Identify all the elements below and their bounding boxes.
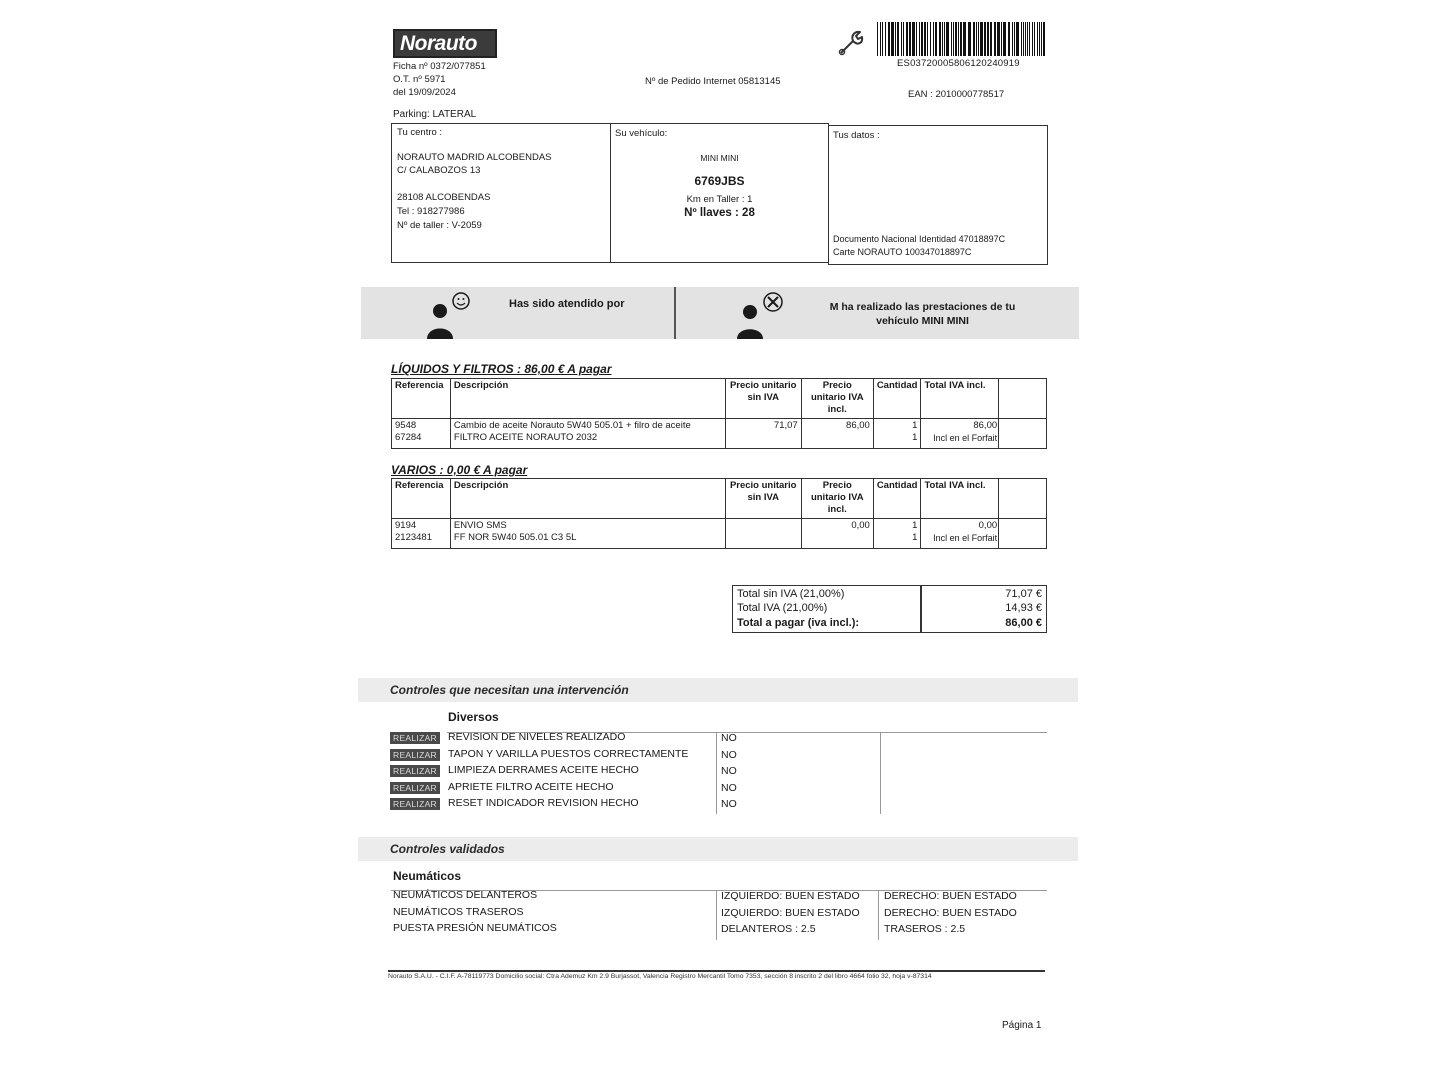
- barcode-bar-40: [997, 22, 1000, 56]
- barcode-bar-20: [935, 22, 937, 56]
- mechanic-text-2: vehículo MINI MINI: [876, 315, 969, 327]
- controles-validados-title: Controles validados: [390, 842, 505, 856]
- total-iva-label: Total IVA (21,00%): [737, 602, 828, 614]
- barcode-bar-34: [978, 22, 979, 56]
- order-date: del 19/09/2024: [393, 87, 456, 98]
- ot-number: O.T. nº 5971: [393, 74, 446, 85]
- barcode-bar-15: [921, 22, 923, 56]
- realizar-badge: REALIZAR: [390, 732, 440, 744]
- col-desc: Descripción: [450, 379, 725, 419]
- barcode-bar-28: [958, 22, 959, 56]
- tyre-left-status: IZQUIERDO: BUEN ESTADO: [721, 890, 860, 902]
- control-value: NO: [721, 798, 737, 810]
- control-label: APRIETE FILTRO ACEITE HECHO: [448, 780, 614, 793]
- barcode-bar-22: [942, 22, 943, 56]
- table-row: 9548 67284 Cambio de aceite Norauto 5W40 505.01 + filro de aceite FILTRO ACEITE NORAUTO 2032 71,07 86,00 1 1 86,00 Incl en el Forfait: [392, 419, 1047, 449]
- control-value: NO: [721, 765, 737, 777]
- tyre-control-label: NEUMÁTICOS TRASEROS: [393, 905, 524, 918]
- tyre-right-status: DERECHO: BUEN ESTADO: [884, 890, 1017, 902]
- control-label: TAPON Y VARILLA PUESTOS CORRECTAMENTE: [448, 747, 689, 760]
- varios-title: VARIOS : 0,00 € A pagar: [391, 463, 528, 477]
- realizar-badge: REALIZAR: [390, 782, 440, 794]
- barcode-bar-14: [919, 22, 920, 56]
- table-row: 9194 2123481 ENVIO SMS FF NOR 5W40 505.01 C3 5L 0,00 1 1 0,00 Incl en el Forfait: [392, 519, 1047, 549]
- centro-name: NORAUTO MADRID ALCOBENDAS: [397, 152, 552, 163]
- barcode-bar-42: [1003, 22, 1006, 56]
- total-pagar-value: 86,00 €: [1005, 617, 1042, 629]
- barcode-bar-38: [990, 22, 992, 56]
- datos-box: [828, 125, 1048, 265]
- barcode-bar-31: [968, 22, 971, 56]
- realizar-badge: REALIZAR: [390, 798, 440, 810]
- footer-divider: [388, 970, 1045, 972]
- centro-label: Tu centro :: [397, 127, 443, 138]
- barcode-bar-56: [1041, 22, 1042, 56]
- barcode-bar-4: [888, 22, 890, 56]
- vehiculo-llaves: Nº llaves : 28: [684, 207, 755, 219]
- barcode-bar-12: [912, 22, 915, 56]
- table-header-row: Referencia Descripción Precio unitario sin IVA Precio unitario IVA incl. Cantidad Total IVA incl.: [392, 479, 1047, 519]
- ficha-number: Ficha nº 0372/077851: [393, 61, 486, 72]
- tyre-left-status: DELANTEROS : 2.5: [721, 923, 816, 935]
- barcode-bar-46: [1016, 22, 1019, 56]
- barcode-text: ES0372000580612024091​9: [897, 58, 1020, 69]
- varios-table: [391, 478, 1047, 549]
- barcode-bar-57: [1043, 22, 1045, 56]
- controles-intervencion-band: [358, 678, 1078, 702]
- datos-label: Tus datos :: [833, 130, 880, 141]
- barcode-bar-48: [1023, 22, 1024, 56]
- wrench-icon: [836, 28, 866, 58]
- barcode-bar-2: [882, 22, 883, 56]
- col-pu-sin: Precio unitario sin IVA: [725, 379, 801, 419]
- col-empty: [999, 379, 1047, 419]
- liquidos-title: LÍQUIDOS Y FILTROS : 86,00 € A pagar: [391, 362, 612, 376]
- barcode-bar-49: [1025, 22, 1026, 56]
- tyre-left-status: IZQUIERDO: BUEN ESTADO: [721, 906, 860, 919]
- barcode-bar-13: [916, 22, 917, 56]
- parking-label: Parking: LATERAL: [393, 109, 477, 120]
- barcode-bar-32: [973, 22, 975, 56]
- barcode-bar-41: [1001, 22, 1002, 56]
- vehiculo-km: Km en Taller : 1: [686, 194, 753, 205]
- ean-code: EAN : 2010000778517: [908, 89, 1005, 100]
- barcode-bar-21: [939, 22, 941, 56]
- barcode-bar-55: [1039, 22, 1040, 56]
- barcode-bar-39: [994, 22, 996, 56]
- vehiculo-plate: 6769JBS: [694, 174, 745, 188]
- barcode-bar-23: [944, 22, 945, 56]
- barcode-bar-47: [1021, 22, 1022, 56]
- barcode-bar-17: [927, 22, 928, 56]
- barcode-bar-24: [946, 22, 949, 56]
- datos-carte: Carte NORAUTO 100347018897C: [833, 247, 972, 257]
- barcode-bar-0: [877, 22, 878, 56]
- tyre-right-status: DERECHO: BUEN ESTADO: [884, 906, 1017, 919]
- table-header-row: [392, 379, 1047, 419]
- barcode-bar-10: [906, 22, 908, 56]
- norauto-logo: Norauto: [393, 29, 497, 58]
- controles-intervencion-title: Controles que necesitan una intervención: [390, 683, 629, 697]
- person-smile-icon: [422, 291, 472, 339]
- totals-box: [732, 585, 1047, 633]
- barcode-bar-26: [953, 22, 954, 56]
- neumaticos-title: Neumáticos: [393, 869, 462, 883]
- total-pagar-label: Total a pagar (iva incl.):: [737, 617, 860, 629]
- barcode-bar-7: [897, 22, 899, 56]
- col-ref: Referencia: [392, 379, 451, 419]
- barcode-bar-18: [930, 22, 931, 56]
- total-sin-iva-value: 71,07 €: [1005, 588, 1042, 600]
- barcode-bar-9: [903, 22, 904, 56]
- barcode-bar-52: [1032, 22, 1033, 56]
- tyre-right-status: TRASEROS : 2.5: [884, 923, 966, 935]
- barcode-bar-33: [976, 22, 977, 56]
- centro-city: 28108 ALCOBENDAS: [397, 192, 491, 203]
- col-total: Total IVA incl.: [921, 379, 999, 419]
- barcode-bar-50: [1027, 22, 1028, 56]
- barcode-bar-6: [895, 22, 896, 56]
- centro-street: C/ CALABOZOS 13: [397, 165, 481, 176]
- control-label: RESET INDICADOR REVISION HECHO: [448, 797, 639, 809]
- control-value: NO: [721, 748, 737, 761]
- mechanic-text-1: M ha realizado las prestaciones de tu: [829, 301, 1016, 313]
- barcode-bar-51: [1029, 22, 1030, 56]
- centro-box: [391, 123, 611, 263]
- barcode-bar-19: [933, 22, 934, 56]
- realizar-badge: REALIZAR: [390, 765, 440, 777]
- total-iva-value: 14,93 €: [1005, 602, 1042, 614]
- pedido-internet: Nº de Pedido Internet 05813145: [645, 76, 781, 87]
- barcode: [877, 22, 1049, 56]
- controles-validados-band: [358, 837, 1078, 861]
- barcode-bar-27: [955, 22, 957, 56]
- total-sin-iva-label: Total sin IVA (21,00%): [737, 588, 845, 600]
- tyre-control-label: NEUMÁTICOS DELANTEROS: [393, 889, 538, 901]
- barcode-bar-29: [960, 22, 962, 56]
- realizar-badge: REALIZAR: [390, 749, 440, 761]
- barcode-bar-45: [1014, 22, 1015, 56]
- barcode-bar-44: [1012, 22, 1013, 56]
- control-label: REVISION DE NIVELES REALIZADO: [448, 731, 626, 743]
- datos-dni: Documento Nacional Identidad 47018897C: [833, 234, 1006, 244]
- control-value: NO: [721, 732, 737, 744]
- barcode-bar-16: [924, 22, 926, 56]
- barcode-bar-37: [987, 22, 989, 56]
- liquidos-table: [391, 378, 1047, 449]
- footer-legal: Norauto S.A.U. - C.I.F. A-78119773 Domicilio social: Ctra Ademuz Km 2.9 Burjassot, Valencia Registro Mercantil Tomo 7353, sección 8 inscrito 2 del libro 4664 folio 32, hoja v-87314: [388, 973, 932, 980]
- attended-text: Has sido atendido por: [509, 298, 625, 310]
- barcode-bar-35: [980, 22, 983, 56]
- barcode-bar-25: [951, 22, 952, 56]
- barcode-bar-53: [1034, 22, 1035, 56]
- barcode-bar-5: [891, 22, 894, 56]
- barcode-bar-3: [885, 22, 886, 56]
- centro-taller: Nº de taller : V-2059: [397, 220, 482, 231]
- control-value: NO: [721, 781, 737, 794]
- control-label: LIMPIEZA DERRAMES ACEITE HECHO: [448, 764, 639, 776]
- barcode-bar-1: [880, 22, 881, 56]
- barcode-bar-30: [963, 22, 966, 56]
- tyre-control-label: PUESTA PRESIÓN NEUMÁTICOS: [393, 922, 557, 934]
- centro-tel: Tel : 918277986: [397, 206, 465, 217]
- vehiculo-box: [610, 123, 829, 263]
- page-number: Página 1: [1002, 1020, 1042, 1031]
- barcode-bar-54: [1037, 22, 1038, 56]
- col-cant: Cantidad: [873, 379, 921, 419]
- attended-banner: [361, 287, 674, 339]
- barcode-bar-43: [1008, 22, 1010, 56]
- col-pu-con: Precio unitario IVA incl.: [801, 379, 873, 419]
- diversos-title: Diversos: [448, 710, 499, 724]
- barcode-bar-8: [901, 22, 902, 56]
- vehiculo-model: MINI MINI: [700, 153, 739, 163]
- vehiculo-label: Su vehículo:: [615, 128, 668, 139]
- barcode-bar-36: [984, 22, 986, 56]
- mechanic-banner: [676, 287, 1079, 339]
- barcode-bar-11: [909, 22, 911, 56]
